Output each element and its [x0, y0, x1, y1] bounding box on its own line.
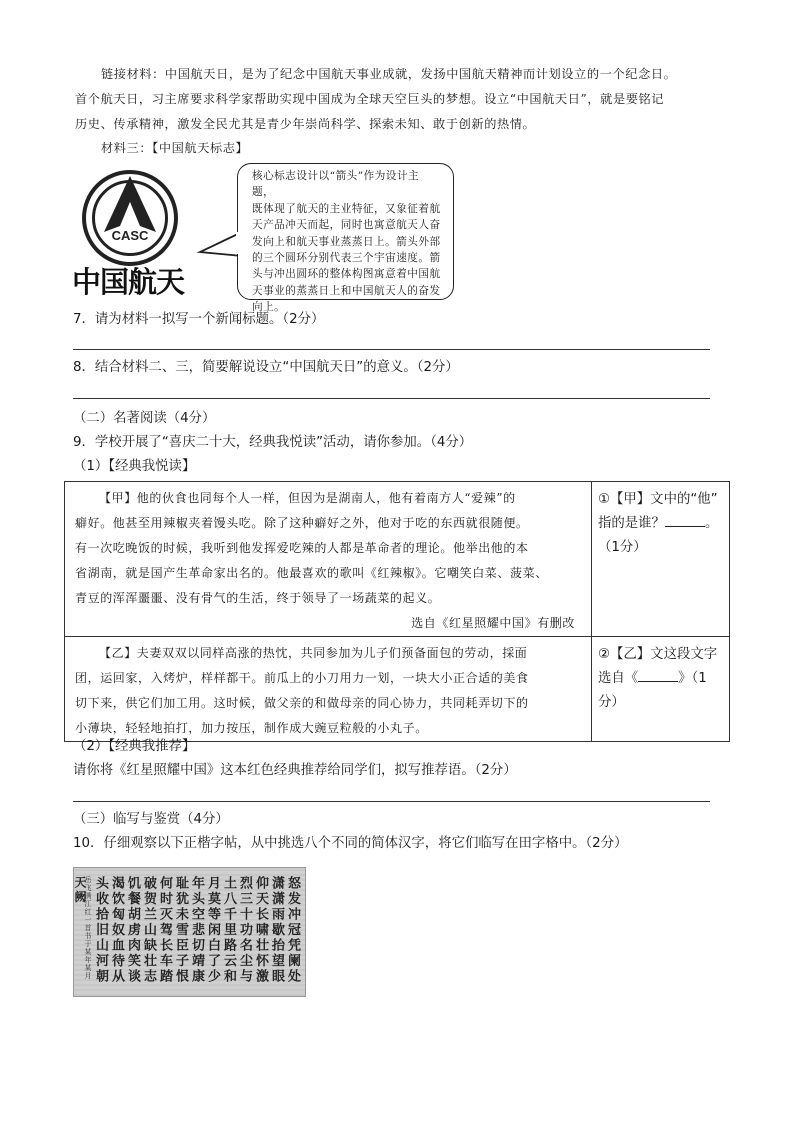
answer-blank-yi[interactable] [638, 667, 678, 682]
question-7: 7．请为材料一拟写一个新闻标题。（2分） [73, 312, 325, 327]
calligraphy-column: 耻犹未雪臣子恨 [173, 876, 188, 985]
passage-line: 【甲】他的伙食也同每个人一样，但因为是湖南人，他有着南方人“爱辣”的 [99, 491, 516, 505]
casc-logo [82, 170, 178, 266]
question-9-part-1: （1）【经典我悦读】 [73, 459, 196, 474]
bubble-line: 向上。 [252, 301, 286, 314]
passage-line: 癖好。他甚至用辣椒夹着馒头吃。除了这种癖好之外，他对于吃的东西就很随便。 [75, 516, 529, 530]
calligraphy-column: 头收拾旧山河朝 [93, 876, 108, 985]
calligraphy-column: 渴饮匈奴血待从 [109, 876, 124, 985]
material-3-label: 材料三：【中国航天标志】 [101, 141, 249, 155]
bubble-joint [236, 232, 240, 254]
calligraphy-column: 天阙 [73, 876, 87, 905]
table-row-jia [65, 482, 730, 637]
calligraphy-column: 仰天长啸壮怀激 [253, 876, 268, 985]
question-9: 9．学校开展了“喜庆二十大，经典我悦读”活动，请你参加。（4分） [73, 435, 473, 450]
question-jia-line-1: ①【甲】文中的“他” [598, 492, 718, 507]
passage-line: 小薄块，轻轻地拍打，加力按压，制作成大豌豆粒般的小丸子。 [75, 721, 428, 735]
passage-line: 切下来，供它们加工用。这时候，做父亲的和做母亲的同心协力，共同耗弄切下的 [75, 696, 529, 710]
question-jia [592, 482, 730, 637]
bubble-line: 核心标志设计以“箭头”作为设计主题， [252, 170, 420, 199]
question-yi [592, 637, 730, 742]
question-jia-score: （1分） [598, 540, 647, 555]
passage-line: 青豆的浑浑噩噩、没有骨气的生活，终于领导了一场蔬菜的起义。 [75, 591, 441, 605]
calligraphy-column: 年头空悲切靖康 [189, 876, 204, 985]
bubble-line: 发向上和航天事业蒸蒸日上。箭头外部 [252, 235, 441, 248]
bubble-line: 的三个圆环分别代表三个宇宙速度。箭 [252, 252, 441, 265]
answer-line-9-2[interactable] [73, 801, 710, 802]
table-row-yi [65, 637, 730, 742]
question-9-part-2-text: 请你将《红星照耀中国》这本红色经典推荐给同学们，拟写推荐语。（2分） [73, 763, 517, 778]
calligraphy-column: 怒发冲冠凭阑处 [285, 876, 300, 985]
bubble-line: 头与冲出圆环的整体构图寓意着中国航 [252, 268, 441, 281]
bubble-line: 天产品冲天而起，同时也寓意航天人奋 [252, 219, 441, 232]
bubble-line: 天事业的蒸蒸日上和中国航天人的奋发 [252, 284, 441, 297]
link-material-line-3: 历史、传承精神，激发全民尤其是青少年崇尚科学、探索未知、敢于创新的热情。 [75, 117, 536, 131]
calligraphy-column: 何时灭驾长车踏 [157, 876, 172, 985]
passage-line: 团，运回家，入烤炉，样样都干。前瓜上的小刀用力一划，一块大小正合适的美食 [75, 671, 529, 685]
calligraphy-copybook [73, 867, 306, 997]
question-jia-end: 。 [704, 516, 719, 531]
passage-line: 【乙】夫妻双双以同样高涨的热忱，共同参加为儿子们预备面包的劳动，採面 [99, 646, 528, 660]
answer-blank-jia[interactable] [665, 512, 705, 527]
calligraphy-signature: 岳飞满江红一首书于某年某月 [84, 876, 92, 980]
logo-description-bubble [237, 163, 454, 314]
question-yi-line-1: ②【乙】文这段文字 [598, 647, 718, 662]
arrow-icon [82, 170, 178, 266]
section-2-heading: （二）名著阅读（4分） [73, 411, 216, 426]
question-yi-line-2 [598, 667, 723, 691]
calligraphy-column: 破贺兰山缺壮志 [141, 876, 156, 985]
question-jia-text: 指的是谁？ [598, 516, 665, 531]
calligraphy-column: 月莫等闲白了少 [205, 876, 220, 985]
question-yi-score: 分） [598, 695, 625, 710]
bubble-line: 既体现了航天的主业特征，又象征着航 [252, 202, 441, 215]
reading-table [64, 481, 730, 742]
calligraphy-column: 潇潇雨歇抬望眼 [269, 876, 284, 985]
calligraphy-column: 土八千里路云和 [221, 876, 236, 985]
passage-line: 有一次吃晚饭的时候，我听到他发挥爱吃辣的人都是革命者的理论。他举出他的本 [75, 541, 529, 555]
logo-abbr: CASC [111, 228, 149, 243]
question-8: 8．结合材料二、三，简要解说设立“中国航天日”的意义。（2分） [73, 360, 459, 375]
passage-source: 选自《红星照耀中国》有删改 [411, 616, 575, 630]
question-jia-line-2 [598, 512, 723, 536]
calligraphy-column: 饥餐胡虏肉笑谈 [125, 876, 140, 985]
passage-jia [65, 482, 592, 637]
logo-name: 中国航天 [72, 265, 185, 299]
link-material-line-2: 首个航天日，习主席要求科学家帮助实现中国成为全球天空巨头的梦想。设立“中国航天日”，就是要铭记 [75, 92, 665, 106]
section-3-heading: （三）临写与鉴赏（4分） [73, 812, 229, 827]
question-9-part-2: （2）【经典我推荐】 [73, 739, 196, 754]
question-yi-text: 选自《 [598, 671, 639, 686]
link-material-line-1: 链接材料：中国航天日，是为了纪念中国航天事业成就，发扬中国航天精神而计划设立的一个纪念日。 [101, 67, 677, 81]
passage-line: 省湖南，就是国产生革命家出名的。他最喜欢的歌叫《红辣椒》。它嘲笑白菜、菠菜、 [75, 566, 548, 580]
question-yi-end: 》（1 [678, 671, 707, 686]
answer-line-8[interactable] [73, 398, 710, 399]
answer-line-7[interactable] [73, 349, 710, 350]
question-10: 10．仔细观察以下正楷字帖，从中挑选八个不同的简体汉字，将它们临写在田字格中。（2分） [73, 836, 628, 851]
calligraphy-column: 烈三十功名尘与 [237, 876, 252, 985]
passage-yi [65, 637, 592, 742]
